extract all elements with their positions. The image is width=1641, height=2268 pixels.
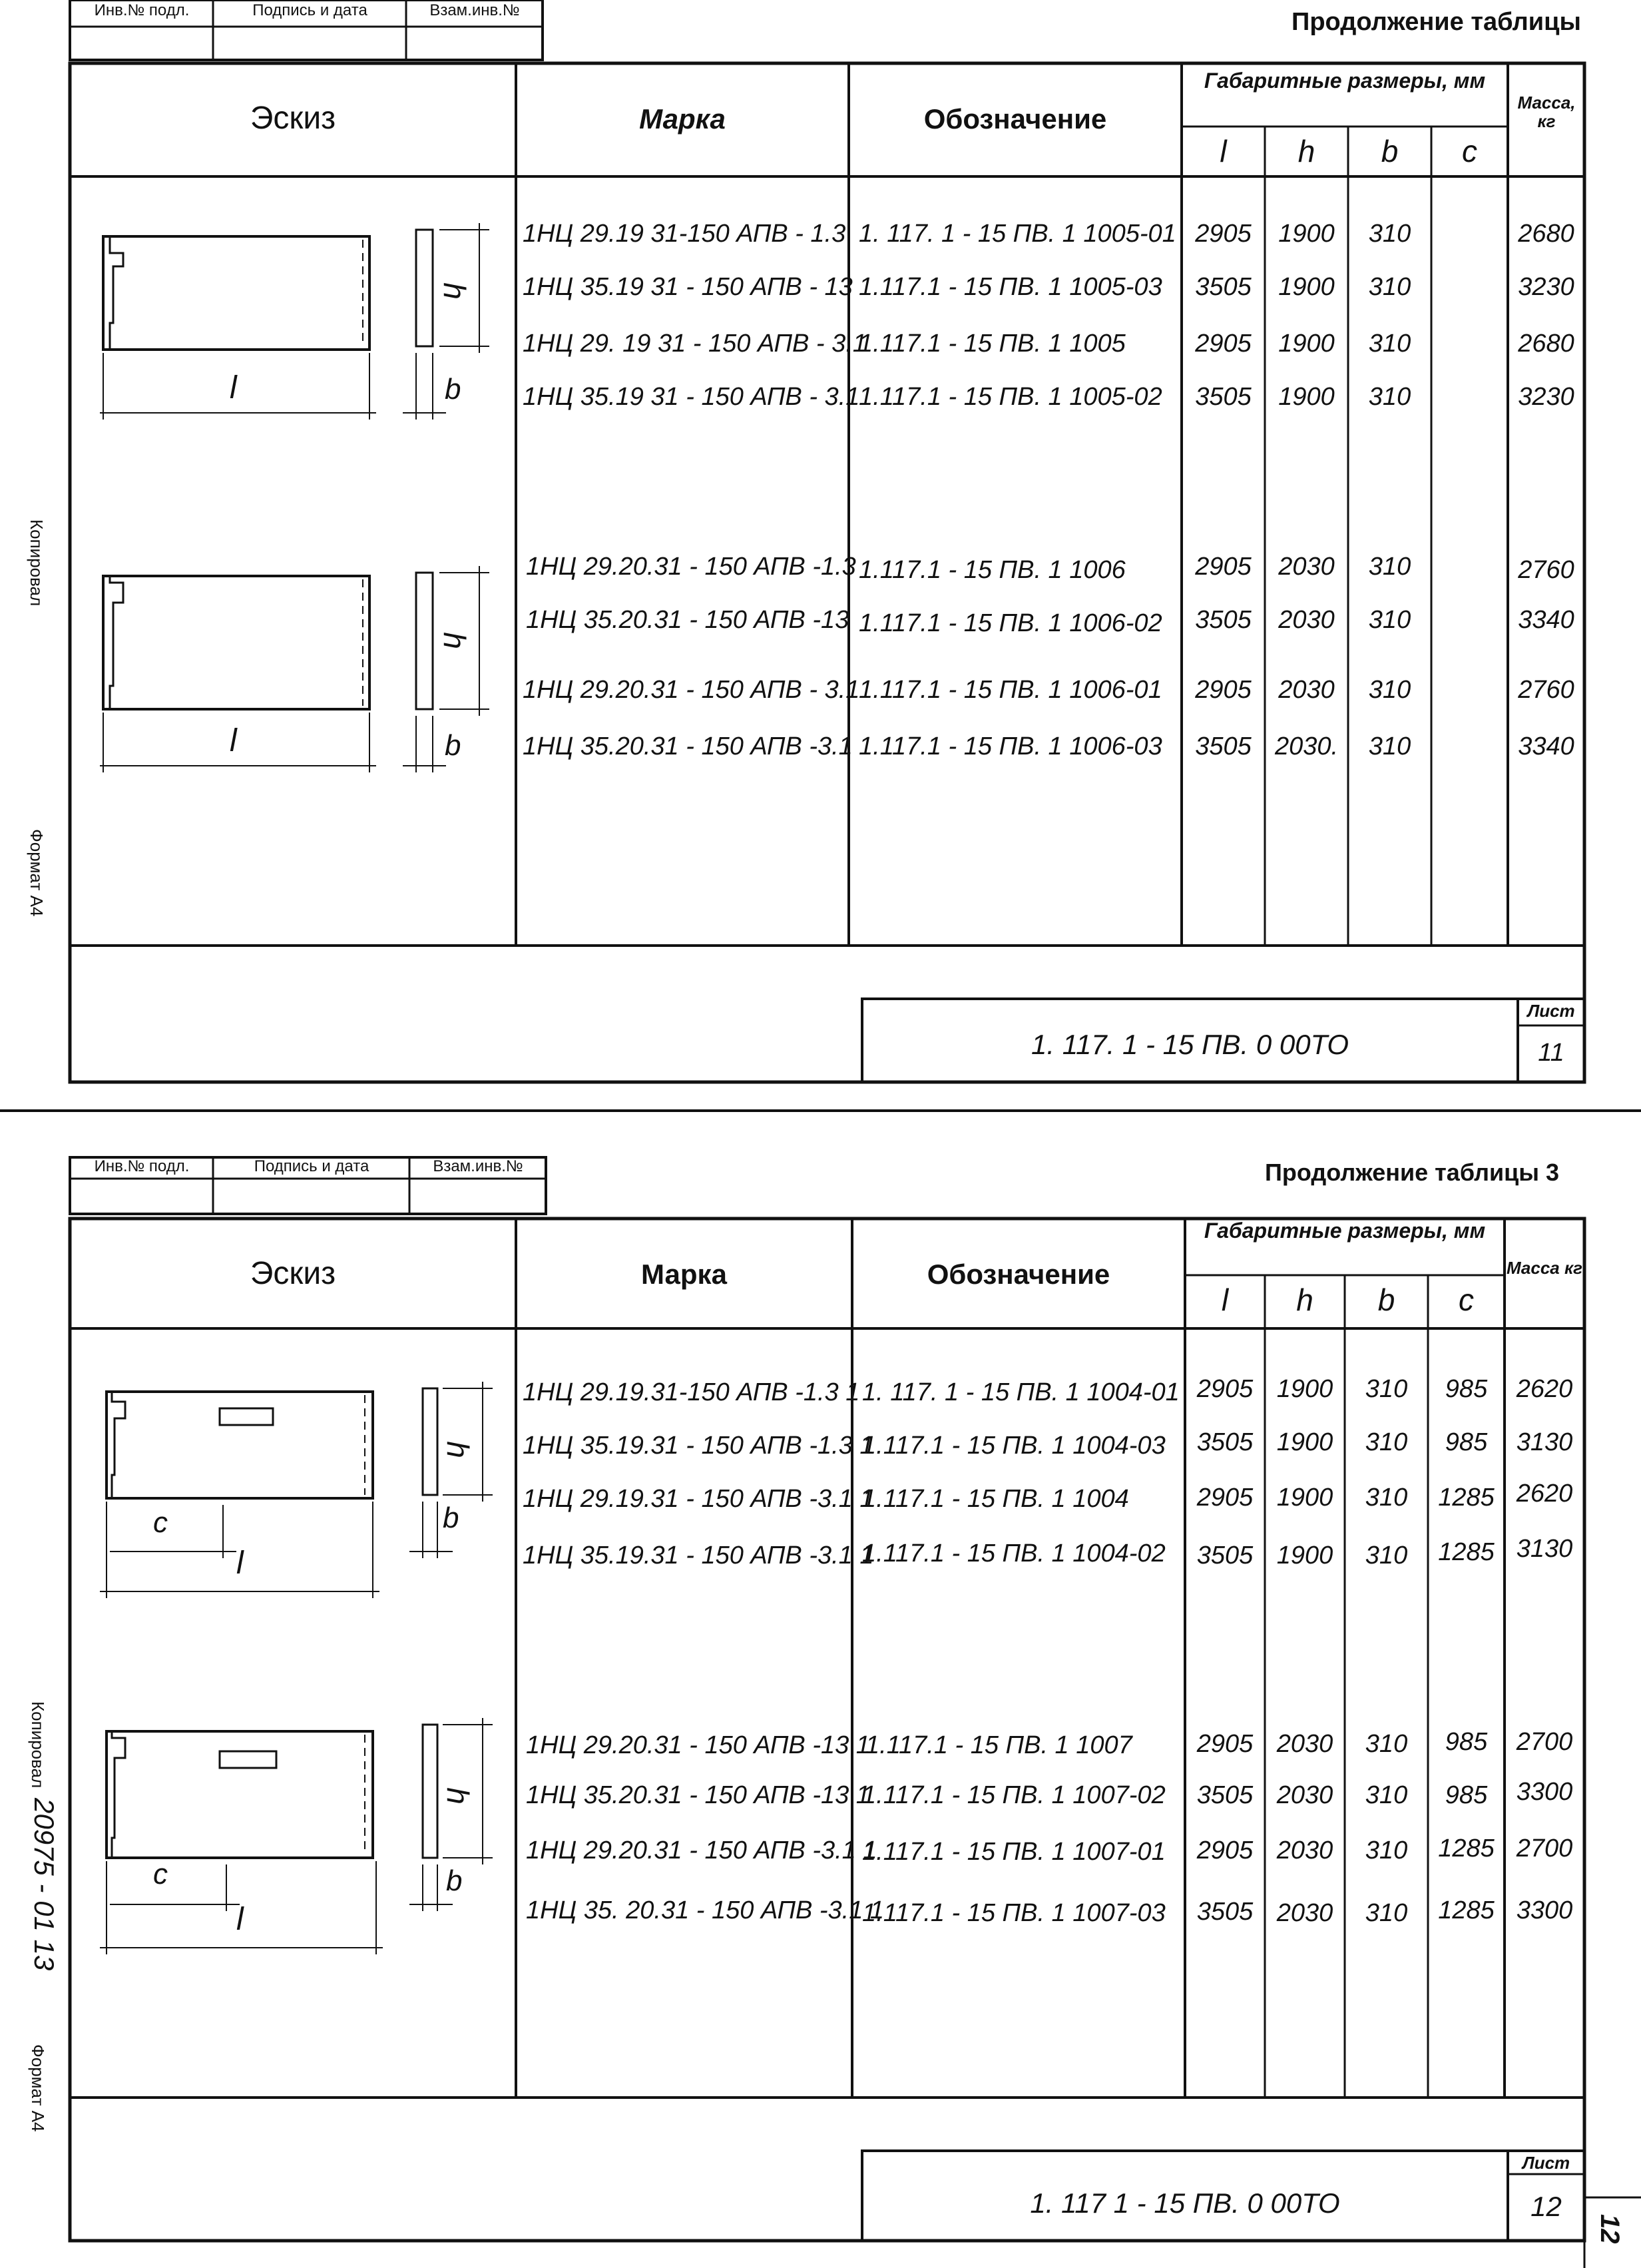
row-mark: 1НЦ 35.19 31 - 150 АПВ - 3.1	[523, 383, 860, 411]
row-l: 2905	[1195, 330, 1252, 358]
row-b: 310	[1365, 1542, 1408, 1569]
header-l: l	[1220, 134, 1227, 168]
sketch1-l-label: l	[230, 370, 237, 406]
row-b: 310	[1368, 606, 1411, 634]
row-h: 2030	[1278, 676, 1335, 704]
row-mass: 2620	[1516, 1375, 1573, 1403]
stamp-replace-label: Взам.инв.№	[429, 1, 520, 19]
sheet-label: Лист	[1522, 2153, 1570, 2173]
sheet-number: 12	[1530, 2191, 1562, 2222]
header-c: c	[1462, 134, 1477, 168]
row-designation: 1.117.1 - 15 ПВ. 1 1007-02	[862, 1781, 1166, 1809]
footer-code: 1. 117. 1 - 15 ПВ. 0 00ТО	[1031, 1029, 1349, 1060]
stamp-inv-label: Инв.№ подл.	[94, 1, 190, 19]
header-dims: Габаритные размеры, мм	[1204, 1219, 1486, 1243]
row-h: 1900	[1276, 1542, 1333, 1569]
row-designation: 1.117.1 - 15 ПВ. 1 1007-03	[862, 1899, 1166, 1927]
row-mass: 3230	[1518, 383, 1574, 411]
sketch1-h-label: h	[437, 282, 472, 300]
sketch2-h-label: h	[437, 632, 472, 649]
row-designation: 1.117.1 - 15 ПВ. 1 1006-02	[859, 609, 1162, 637]
row-l: 3505	[1196, 1428, 1254, 1456]
row-c: 1285	[1438, 1538, 1495, 1566]
row-designation: 1.117.1 - 15 ПВ. 1 1006-03	[859, 732, 1162, 760]
row-mass: 2680	[1518, 220, 1574, 248]
row-b: 310	[1368, 732, 1411, 760]
row-designation: 1.117.1 - 15 ПВ. 1 1005	[859, 330, 1126, 358]
row-mass: 3300	[1516, 1896, 1573, 1924]
row-mass: 3340	[1518, 606, 1574, 634]
row-designation: 1. 117. 1 - 15 ПВ. 1 1005-01	[859, 220, 1176, 248]
row-b: 310	[1368, 330, 1411, 358]
row-designation: 1.117.1 - 15 ПВ. 1 1007-01	[862, 1838, 1166, 1866]
row-h: 2030	[1278, 606, 1335, 634]
sketch3-l-label: l	[236, 1546, 244, 1581]
row-h: 1900	[1278, 273, 1335, 301]
header-b: b	[1381, 134, 1399, 168]
row-h: 2030	[1276, 1781, 1333, 1809]
row-h: 1900	[1278, 383, 1335, 411]
row-h: 1900	[1276, 1484, 1333, 1512]
sketch3-c-label: c	[153, 1506, 168, 1539]
side-copied-label: Копировал	[28, 1701, 48, 1789]
row-l: 2905	[1196, 1375, 1254, 1403]
row-l: 3505	[1196, 1781, 1254, 1809]
row-mass: 3340	[1518, 732, 1574, 760]
side-format-label: Формат А4	[27, 829, 47, 917]
row-designation: 1.117.1 - 15 ПВ. 1 1006	[859, 556, 1126, 584]
row-designation: 1.117.1 - 15 ПВ. 1 1005-03	[859, 273, 1162, 301]
row-designation: 1.117.1 - 15 ПВ. 1 1004	[862, 1485, 1129, 1513]
header-h: h	[1296, 1282, 1313, 1317]
row-c: 1285	[1438, 1835, 1495, 1862]
header-sketch: Эскиз	[250, 101, 336, 136]
row-c: 985	[1445, 1428, 1488, 1456]
row-l: 2905	[1196, 1837, 1254, 1864]
sketch1-b-label: b	[445, 373, 461, 406]
continuation-title: Продолжение таблицы 3	[1265, 1159, 1560, 1186]
row-mark: 1НЦ 29.19 31-150 АПВ - 1.3	[523, 220, 846, 248]
row-mark: 1НЦ 29.20.31 - 150 АПВ -1.3	[526, 553, 856, 581]
stamp-inv-label: Инв.№ подл.	[94, 1157, 190, 1175]
sketch2-b-label: b	[445, 729, 461, 762]
row-l: 3505	[1195, 383, 1252, 411]
sheet-number: 11	[1538, 1039, 1564, 1067]
row-designation: 1.117.1 - 15 ПВ. 1 1004-02	[862, 1540, 1166, 1567]
side-format-label: Формат А4	[28, 2044, 48, 2132]
row-mass: 2700	[1516, 1728, 1573, 1756]
row-mass: 2700	[1516, 1835, 1573, 1862]
row-designation: 1. 117. 1 - 15 ПВ. 1 1004-01	[862, 1378, 1180, 1406]
row-l: 3505	[1195, 273, 1252, 301]
header-c: c	[1459, 1282, 1474, 1317]
row-mark: 1НЦ 35.20.31 - 150 АПВ -13 1	[526, 1781, 870, 1809]
header-dims: Габаритные размеры, мм	[1204, 69, 1486, 93]
row-c: 1285	[1438, 1896, 1495, 1924]
header-designation: Обозначение	[923, 103, 1107, 135]
row-mass: 2760	[1518, 556, 1574, 584]
row-mark: 1НЦ 29. 19 31 - 150 АПВ - 3.1	[523, 330, 867, 358]
stamp-sign-label: Подпись и дата	[252, 1, 367, 19]
row-mark: 1НЦ 35. 20.31 - 150 АПВ -3.1 1	[526, 1896, 885, 1924]
row-mass: 2620	[1516, 1480, 1573, 1508]
row-b: 310	[1365, 1428, 1408, 1456]
row-b: 310	[1368, 553, 1411, 581]
row-c: 985	[1445, 1728, 1488, 1756]
header-mark: Марка	[641, 1259, 727, 1290]
row-mass: 2680	[1518, 330, 1574, 358]
header-mark: Марка	[639, 103, 726, 135]
row-mark: 1НЦ 35.20.31 - 150 АПВ -13	[526, 606, 849, 634]
row-designation: 1.117.1 - 15 ПВ. 1 1006-01	[859, 676, 1162, 704]
row-b: 310	[1365, 1837, 1408, 1864]
side-copied-label: Копировал	[27, 519, 47, 607]
row-l: 3505	[1196, 1542, 1254, 1569]
row-mass: 3130	[1516, 1535, 1573, 1563]
row-mark: 1НЦ 35.19.31 - 150 АПВ -3.1 1	[523, 1542, 874, 1569]
row-h: 2030	[1276, 1730, 1333, 1758]
row-b: 310	[1365, 1781, 1408, 1809]
row-mark: 1НЦ 29.19.31-150 АПВ -1.3 1	[523, 1378, 860, 1406]
row-mark: 1НЦ 35.19.31 - 150 АПВ -1.3 1	[523, 1432, 874, 1460]
header-sketch: Эскиз	[250, 1256, 336, 1291]
sketch4-b-label: b	[446, 1864, 463, 1897]
row-c: 985	[1445, 1375, 1488, 1403]
sketch3-h-label: h	[440, 1441, 475, 1458]
header-b: b	[1377, 1282, 1395, 1317]
row-b: 310	[1365, 1730, 1408, 1758]
sheet-label: Лист	[1527, 1001, 1575, 1021]
row-h: 2030	[1276, 1837, 1333, 1864]
row-h: 1900	[1278, 330, 1335, 358]
row-designation: 1.117.1 - 15 ПВ. 1 1007	[865, 1731, 1132, 1759]
row-mark: 1НЦ 29.20.31 - 150 АПВ -3.1 1	[526, 1837, 877, 1864]
stamp-sign-label: Подпись и дата	[254, 1157, 369, 1175]
row-h: 1900	[1278, 220, 1335, 248]
row-c: 1285	[1438, 1484, 1495, 1512]
row-b: 310	[1368, 676, 1411, 704]
row-l: 3505	[1196, 1898, 1254, 1926]
row-h: 2030	[1278, 553, 1335, 581]
footer-code: 1. 117 1 - 15 ПВ. 0 00ТО	[1030, 2187, 1340, 2219]
sketch2-l-label: l	[230, 723, 237, 758]
row-mark: 1НЦ 29.19.31 - 150 АПВ -3.1 1	[523, 1485, 874, 1513]
row-mark: 1НЦ 29.20.31 - 150 АПВ - 3.1	[523, 676, 860, 704]
header-mass: Масса, кг	[1517, 93, 1576, 131]
row-l: 2905	[1195, 220, 1252, 248]
row-mass: 3230	[1518, 273, 1574, 301]
row-mark: 1НЦ 29.20.31 - 150 АПВ -13 1	[526, 1731, 870, 1759]
header-h: h	[1297, 134, 1315, 168]
row-h: 1900	[1276, 1428, 1333, 1456]
row-l: 2905	[1195, 676, 1252, 704]
sketch4-l-label: l	[236, 1902, 244, 1937]
row-l: 2905	[1196, 1484, 1254, 1512]
row-b: 310	[1365, 1484, 1408, 1512]
row-designation: 1.117.1 - 15 ПВ. 1 1005-02	[859, 383, 1162, 411]
row-c: 985	[1445, 1781, 1488, 1809]
row-l: 2905	[1196, 1730, 1254, 1758]
row-b: 310	[1365, 1899, 1408, 1927]
header-mass: Масса кг	[1506, 1258, 1583, 1278]
row-designation: 1.117.1 - 15 ПВ. 1 1004-03	[862, 1432, 1166, 1460]
row-mass: 2760	[1518, 676, 1574, 704]
row-l: 2905	[1195, 553, 1252, 581]
row-mark: 1НЦ 35.19 31 - 150 АПВ - 13	[523, 273, 853, 301]
row-b: 310	[1368, 383, 1411, 411]
row-h: 1900	[1276, 1375, 1333, 1403]
stamp-replace-label: Взам.инв.№	[433, 1157, 523, 1175]
side-archive-code: 20975 - 01 13	[29, 1798, 60, 1971]
continuation-title: Продолжение таблицы	[1291, 8, 1581, 36]
row-h: 2030	[1276, 1899, 1333, 1927]
row-l: 3505	[1195, 732, 1252, 760]
sketch3-b-label: b	[443, 1502, 459, 1534]
sketch4-c-label: c	[153, 1858, 168, 1890]
sketch4-h-label: h	[440, 1787, 475, 1805]
row-b: 310	[1365, 1375, 1408, 1403]
header-designation: Обозначение	[927, 1259, 1110, 1290]
row-mark: 1НЦ 35.20.31 - 150 АПВ -3.1	[523, 732, 853, 760]
row-h: 2030.	[1274, 732, 1339, 760]
row-l: 3505	[1195, 606, 1252, 634]
header-l: l	[1221, 1282, 1229, 1317]
row-mass: 3130	[1516, 1428, 1573, 1456]
row-b: 310	[1368, 220, 1411, 248]
row-mass: 3300	[1516, 1778, 1573, 1806]
row-b: 310	[1368, 273, 1411, 301]
edge-page-number: 12	[1595, 2214, 1624, 2244]
